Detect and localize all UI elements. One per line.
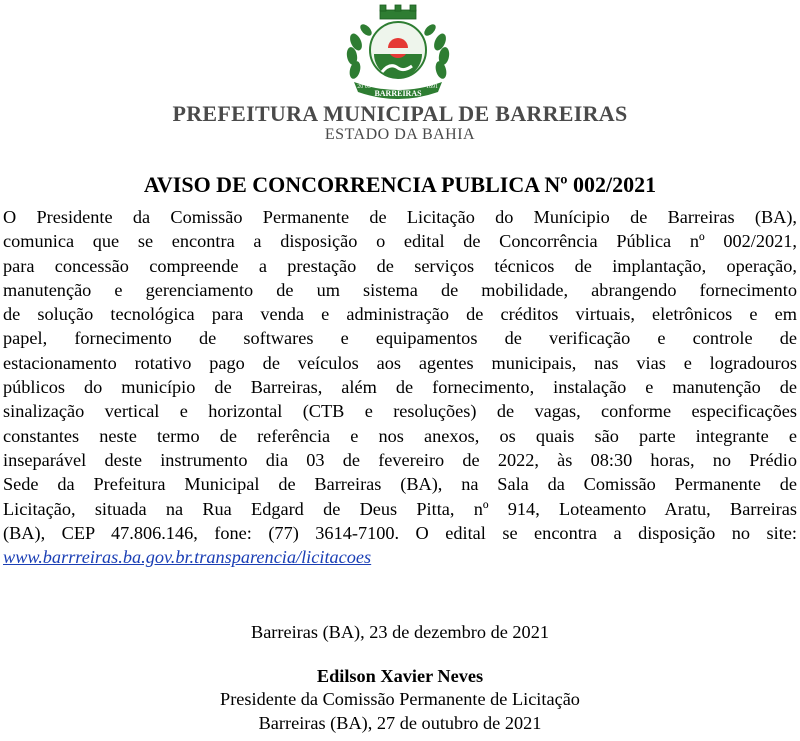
body-line: comunica que se encontra a disposição o edital de Concorrência Pública nº 002/2021,	[3, 231, 797, 252]
body-line: de solução tecnológica para venda e administração de créditos virtuais, eletrônicos e em	[3, 304, 797, 325]
body-line: inseparável deste instrumento dia 03 de fevereiro de 2022, às 08:30 horas, no Prédio	[3, 449, 797, 470]
body-line: públicos do município de Barreiras, além de fornecimento, instalação e manutenção de	[3, 377, 797, 398]
crest-banner-text: BARREIRAS	[374, 89, 422, 98]
body-line: estacionamento rotativo pago de veículos aos agentes municipais, nas vias e logradouros	[3, 352, 797, 373]
notice-title: AVISO DE CONCORRENCIA PUBLICA Nº 002/2021	[143, 172, 657, 197]
body-line: O Presidente da Comissão Permanente de Licitação do Munícipio de Barreiras (BA),	[3, 207, 797, 227]
crest-right-year: 1891	[426, 84, 438, 90]
transparency-link[interactable]: www.barrreiras.ba.gov.br.transparencia/licitacoes	[3, 547, 372, 568]
signer-role: Presidente da Comissão Permanente de Licitação	[220, 689, 580, 709]
crest-left-year: 20 05	[357, 84, 371, 90]
notice-body	[3, 205, 797, 569]
state-name: ESTADO DA BAHIA	[324, 126, 476, 143]
signer-name: Edilson Xavier Neves	[316, 666, 484, 686]
notice-date: Barreiras (BA), 23 de dezembro de 2021	[251, 622, 549, 642]
body-line: (BA), CEP 47.806.146, fone: (77) 3614-7100. O edital se encontra a disposição no site:	[3, 522, 797, 543]
body-line-link	[3, 545, 797, 569]
body-line: manutenção e gerenciamento de um sistema de mobilidade, abrangendo fornecimento	[3, 279, 797, 300]
body-line: papel, fornecimento de softwares e equipamentos de verificação e controle de	[3, 328, 797, 349]
body-line: Sede da Prefeitura Municipal de Barreiras (BA), na Sala da Comissão Permanente de	[3, 474, 797, 495]
organization-name: PREFEITURA MUNICIPAL DE BARREIRAS	[172, 101, 628, 126]
municipal-coat-of-arms-icon	[338, 2, 458, 102]
body-line: Licitação, situada na Rua Edgard de Deus Pitta, nº 914, Loteamento Aratu, Barreiras	[3, 498, 797, 519]
body-line: para concessão compreende a prestação de serviços técnicos de implantação, operação,	[3, 255, 797, 276]
signature-date: Barreiras (BA), 27 de outubro de 2021	[258, 713, 542, 733]
body-line: constantes neste termo de referência e nos anexos, os quais são parte integrante e	[3, 425, 797, 446]
body-line: sinalização vertical e horizontal (CTB e resoluções) de vagas, conforme especificações	[3, 401, 797, 422]
